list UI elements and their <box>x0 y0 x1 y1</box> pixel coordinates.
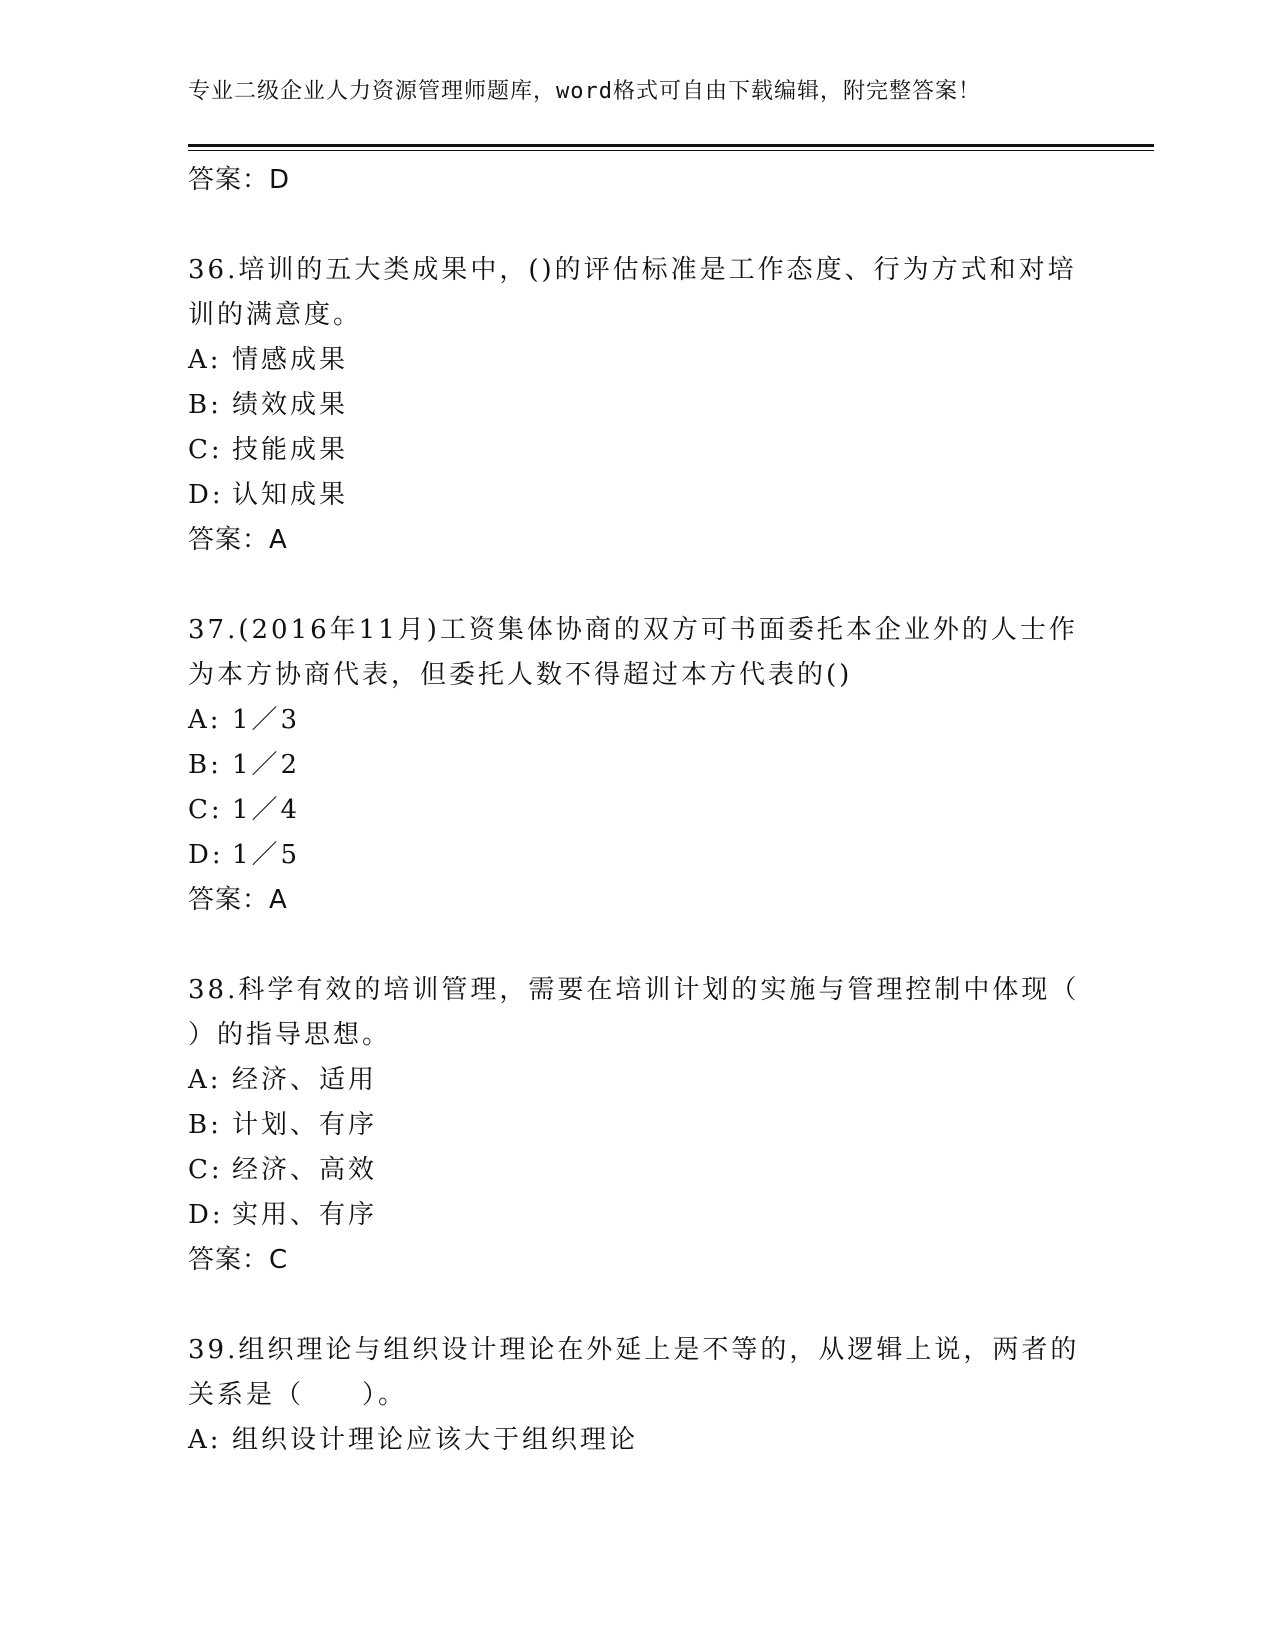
option-c <box>188 428 1088 473</box>
option-text: 绩效成果 <box>232 390 349 420</box>
option-key: D: <box>188 1200 224 1230</box>
option-key: D: <box>188 480 224 510</box>
page-header: 专业二级企业人力资源管理师题库，word格式可自由下载编辑，附完整答案！ <box>188 79 981 104</box>
document-body <box>188 158 1088 1463</box>
option-a <box>188 1058 1088 1103</box>
option-text: 组织设计理论应该大于组织理论 <box>232 1425 639 1455</box>
option-key: A: <box>188 705 222 735</box>
option-key: B: <box>188 750 222 780</box>
option-key: A: <box>188 345 222 375</box>
option-a <box>188 698 1088 743</box>
option-d <box>188 473 1088 518</box>
header-rule-thin <box>188 150 1154 151</box>
option-b <box>188 383 1088 428</box>
question-text: 训的满意度。 <box>188 300 363 330</box>
spacer <box>188 923 1088 968</box>
question-text: 38.科学有效的培训管理，需要在培训计划的实施与管理控制中体现（ <box>188 975 1080 1005</box>
option-text: 1／2 <box>232 750 301 780</box>
option-key: C: <box>188 1155 223 1185</box>
question-text: ）的指导思想。 <box>188 1020 392 1050</box>
option-key: C: <box>188 795 223 825</box>
answer-line: 答案：A <box>188 525 288 555</box>
question-text: 为本方协商代表，但委托人数不得超过本方代表的() <box>188 660 853 690</box>
option-text: 认知成果 <box>232 480 349 510</box>
answer-line: 答案：D <box>188 165 291 195</box>
option-text: 1／5 <box>232 840 301 870</box>
option-key: C: <box>188 435 223 465</box>
spacer <box>188 1283 1088 1328</box>
question-text: 36.培训的五大类成果中，()的评估标准是工作态度、行为方式和对培 <box>188 255 1077 285</box>
option-text: 1／4 <box>232 795 301 825</box>
option-text: 技能成果 <box>232 435 349 465</box>
option-text: 经济、适用 <box>232 1065 378 1095</box>
option-d <box>188 1193 1088 1238</box>
option-key: D: <box>188 840 224 870</box>
option-a <box>188 338 1088 383</box>
question-block <box>188 1328 1088 1463</box>
question-block <box>188 968 1088 1283</box>
option-c <box>188 788 1088 833</box>
option-b <box>188 743 1088 788</box>
option-key: A: <box>188 1425 222 1455</box>
question-text: 39.组织理论与组织设计理论在外延上是不等的，从逻辑上说，两者的 <box>188 1335 1080 1365</box>
answer-line: 答案：C <box>188 1245 289 1275</box>
option-key: B: <box>188 1110 222 1140</box>
option-d <box>188 833 1088 878</box>
option-text: 情感成果 <box>232 345 349 375</box>
option-b <box>188 1103 1088 1148</box>
option-text: 实用、有序 <box>232 1200 378 1230</box>
answer-line: 答案：A <box>188 885 288 915</box>
question-block <box>188 608 1088 923</box>
question-text: 关系是（ ）。 <box>188 1380 408 1410</box>
option-text: 计划、有序 <box>232 1110 378 1140</box>
spacer <box>188 203 1088 248</box>
option-a <box>188 1418 1088 1463</box>
option-text: 经济、高效 <box>232 1155 378 1185</box>
header-rule-thick <box>188 144 1154 147</box>
option-key: B: <box>188 390 222 420</box>
question-text: 37.(2016年11月)工资集体协商的双方可书面委托本企业外的人士作 <box>188 615 1078 645</box>
spacer <box>188 563 1088 608</box>
option-text: 1／3 <box>232 705 301 735</box>
option-c <box>188 1148 1088 1193</box>
question-block <box>188 248 1088 563</box>
option-key: A: <box>188 1065 222 1095</box>
